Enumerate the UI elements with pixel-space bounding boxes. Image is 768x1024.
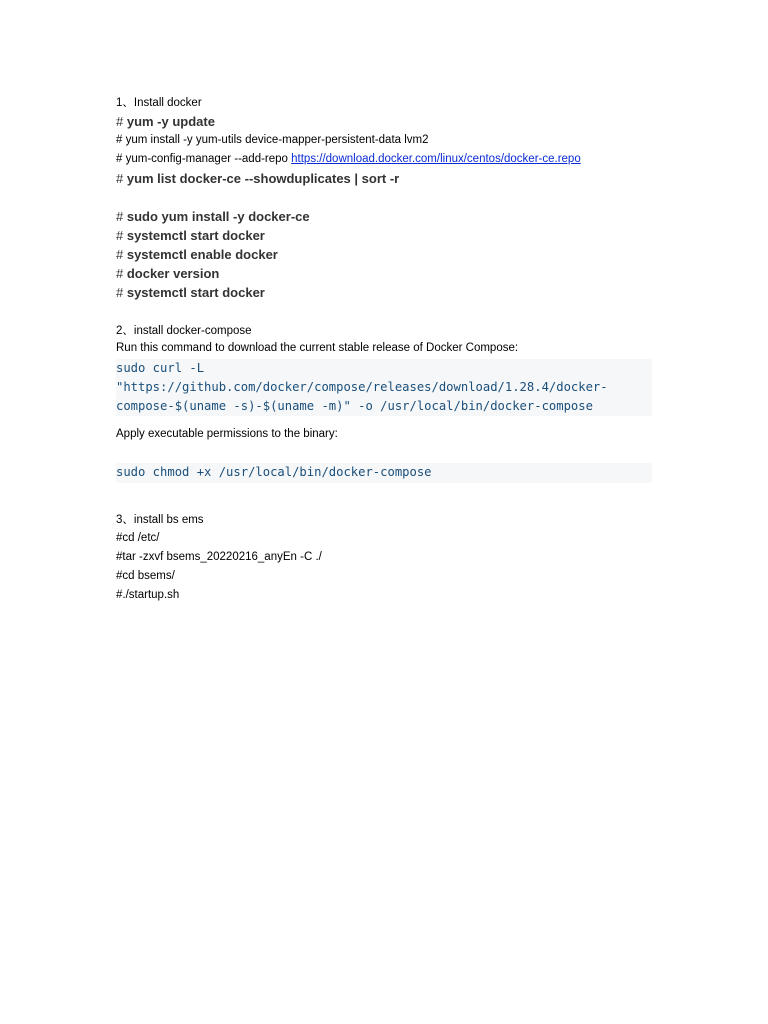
hash-prefix: # [116,285,127,300]
code-line: sudo chmod +x /usr/local/bin/docker-compose [116,465,432,479]
cmd-yum-list [116,170,399,188]
hash-prefix: # [116,228,127,243]
cmd-text: systemctl start docker [126,285,265,300]
section3-heading: 3、install bs ems [116,514,204,526]
hash-prefix: # [116,209,127,224]
cmd-text: sudo yum install -y docker-ce [126,209,310,224]
cmd-yum-config-manager [116,151,581,167]
hash-prefix: # [116,247,127,262]
docker-repo-link[interactable]: https://download.docker.com/linux/centos/docker-ce.repo [291,153,581,165]
step-cd-bsems: #cd bsems/ [116,570,175,582]
step-cd-etc: #cd /etc/ [116,532,160,544]
cmd-text: systemctl enable docker [126,247,278,262]
cmd-yum-install-utils: # yum install -y yum-utils device-mapper-persistent-data lvm2 [116,134,429,146]
hash-prefix: # [116,266,127,281]
section2-intro: Run this command to download the current stable release of Docker Compose: [116,342,519,354]
cmd-yum-install-docker [116,208,310,226]
cmd-text: yum list docker-ce --showduplicates | sort -r [126,171,400,186]
code-block-chmod [116,463,652,483]
step-startup: #./startup.sh [116,589,180,601]
hash-prefix: # [116,114,127,129]
code-block-curl [116,359,652,416]
section2-permissions: Apply executable permissions to the binary: [116,428,338,440]
cmd-systemctl-start-2 [116,284,265,302]
cmd-text: # yum-config-manager --add-repo [116,153,292,165]
code-line: "https://github.com/docker/compose/releases/download/1.28.4/docker- [116,380,608,394]
code-line: sudo curl -L [116,361,205,375]
cmd-text: yum -y update [126,114,215,129]
cmd-systemctl-start [116,227,265,245]
section1-heading: 1、Install docker [116,97,202,109]
cmd-text: systemctl start docker [126,228,265,243]
hash-prefix: # [116,171,127,186]
step-tar: #tar -zxvf bsems_20220216_anyEn -C ./ [116,551,322,563]
section2-heading: 2、install docker-compose [116,325,252,337]
code-line: compose-$(uname -s)-$(uname -m)" -o /usr/local/bin/docker-compose [116,399,593,413]
cmd-text: docker version [126,266,220,281]
cmd-docker-version [116,265,219,283]
cmd-systemctl-enable [116,246,278,264]
cmd-yum-update [116,113,215,131]
